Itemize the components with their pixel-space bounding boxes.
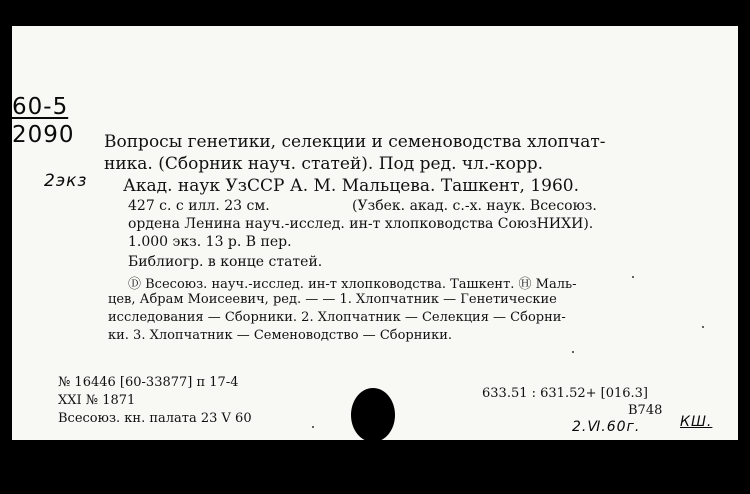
call-number-top: 60-5 xyxy=(12,94,69,120)
call-number-bottom: 2090 xyxy=(12,122,75,148)
tracing-line-1: Ⓓ Всесоюз. науч.-исслед. ин-т хлопководства. Ташкент. Ⓗ Маль- xyxy=(128,277,577,292)
udc-code: B748 xyxy=(628,403,663,418)
initials-note: КШ. xyxy=(680,414,713,430)
tracing-line-3: исследования — Сборники. 2. Хлопчатник — Селекция — Сборни- xyxy=(108,310,566,325)
ink-speck xyxy=(312,426,314,428)
udc-classification: 633.51 : 631.52+ [016.3] xyxy=(482,386,649,401)
physical-description: 427 с. с илл. 23 см. xyxy=(128,198,270,214)
title-line-2: ника. (Сборник науч. статей). Под ред. чл.-корр. xyxy=(104,154,544,174)
ink-speck xyxy=(572,351,574,353)
title-line-3: Акад. наук УзССР А. М. Мальцева. Ташкент, 1960. xyxy=(123,176,579,196)
tracing-line-4: ки. 3. Хлопчатник — Семеноводство — Сборники. xyxy=(108,328,452,343)
ink-speck xyxy=(632,276,634,278)
ink-speck xyxy=(702,326,704,328)
title-line-1: Вопросы генетики, селекции и семеноводства хлопчат- xyxy=(104,132,606,152)
date-note: 2.Ⅵ.60г. xyxy=(572,419,641,435)
book-chamber: Всесоюз. кн. палата 23 V 60 xyxy=(58,411,252,426)
punch-hole xyxy=(351,388,395,440)
publisher-line-2: ордена Ленина науч.-исслед. ин-т хлопководства СоюзНИХИ). xyxy=(128,216,594,232)
card-number: № 16446 [60-33877] п 17-4 xyxy=(58,375,239,390)
bibliography-note: Библиогр. в конце статей. xyxy=(128,254,323,270)
catalog-card xyxy=(12,26,738,440)
publisher-line-1: (Узбек. акад. с.-х. наук. Всесоюз. xyxy=(352,198,597,214)
tracing-line-2: цев, Абрам Моисеевич, ред. — — 1. Хлопчатник — Генетические xyxy=(108,292,557,307)
series-number: XXI № 1871 xyxy=(58,393,136,408)
copies-note: 2экз xyxy=(44,171,88,191)
publisher-line-3: 1.000 экз. 13 р. В пер. xyxy=(128,234,292,250)
